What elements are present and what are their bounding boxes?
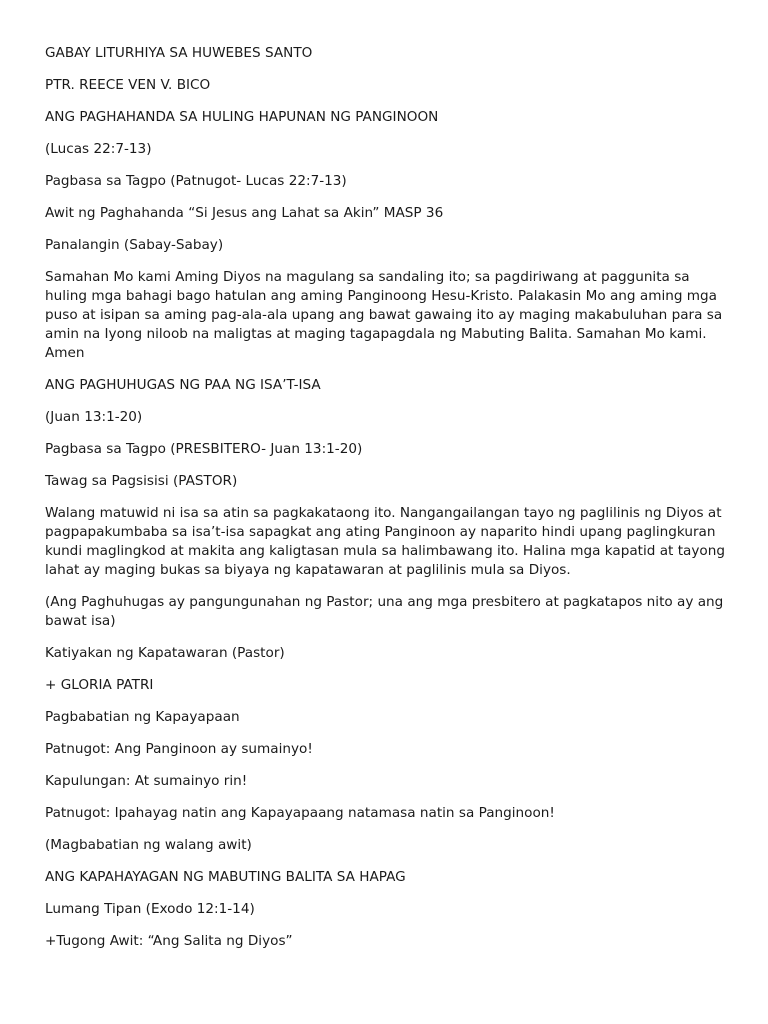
paragraph: Pagbasa sa Tagpo (Patnugot- Lucas 22:7-13)	[45, 173, 347, 189]
prayer-text: Samahan Mo kami Aming Diyos na magulang sa sandaling ito; sa pagdiriwang at paggunita sa huling mga bahagi bago hatulan ang aming Panginoong Hesu-Kristo. Palakasin Mo ang aming mga puso at isipan sa aming pag-ala-ala upang ang bawat gawaing ito ay maging makabuluhan para sa amin na Iyong niloob na maligtas at maging tagapagdala ng Mabuting Balita. Samahan Mo kami. Amen	[45, 269, 723, 361]
paragraph: Tawag sa Pagsisisi (PASTOR)	[45, 473, 238, 489]
paragraph: Pagbasa sa Tagpo (PRESBITERO- Juan 13:1-20)	[45, 441, 363, 457]
paragraph: Katiyakan ng Kapatawaran (Pastor)	[45, 645, 285, 661]
document-page	[45, 44, 725, 964]
paragraph: Pagbabatian ng Kapayapaan	[45, 709, 240, 725]
paragraph: Lumang Tipan (Exodo 12:1-14)	[45, 901, 255, 917]
dialogue-line: Patnugot: Ipahayag natin ang Kapayapaang natamasa natin sa Panginoon!	[45, 805, 555, 821]
section-heading: ANG KAPAHAYAGAN NG MABUTING BALITA SA HAPAG	[45, 869, 406, 885]
scripture-reference: (Lucas 22:7-13)	[45, 141, 152, 157]
dialogue-line: Patnugot: Ang Panginoon ay sumainyo!	[45, 741, 313, 757]
paragraph: +Tugong Awit: “Ang Salita ng Diyos”	[45, 933, 293, 949]
paragraph: Panalangin (Sabay-Sabay)	[45, 237, 224, 253]
scripture-reference: (Juan 13:1-20)	[45, 409, 143, 425]
instruction-note: (Magbabatian ng walang awit)	[45, 837, 252, 853]
dialogue-line: Kapulungan: At sumainyo rin!	[45, 773, 248, 789]
author-line: PTR. REECE VEN V. BICO	[45, 77, 211, 93]
section-heading: ANG PAGHUHUGAS NG PAA NG ISA’T-ISA	[45, 377, 321, 393]
instruction-note: (Ang Paghuhugas ay pangungunahan ng Pastor; una ang mga presbitero at pagkatapos nito ay ang bawat isa)	[45, 594, 724, 629]
document-title: GABAY LITURHIYA SA HUWEBES SANTO	[45, 45, 313, 61]
paragraph: Awit ng Paghahanda “Si Jesus ang Lahat sa Akin” MASP 36	[45, 205, 444, 221]
section-heading: ANG PAGHAHANDA SA HULING HAPUNAN NG PANGINOON	[45, 109, 439, 125]
call-to-repentance-text: Walang matuwid ni isa sa atin sa pagkakataong ito. Nangangailangan tayo ng paglilinis ng Diyos at pagpapakumbaba sa isa’t-isa sapagkat ang ating Panginoon ay naparito hindi upang paglingkuran kundi maglingkod at makita ang kaligtasan mula sa halimbawang ito. Halina mga kapatid at tayong lahat ay maging bukas sa biyaya ng kapatawaran at paglilinis mula sa Diyos.	[45, 505, 725, 578]
paragraph: + GLORIA PATRI	[45, 677, 154, 693]
